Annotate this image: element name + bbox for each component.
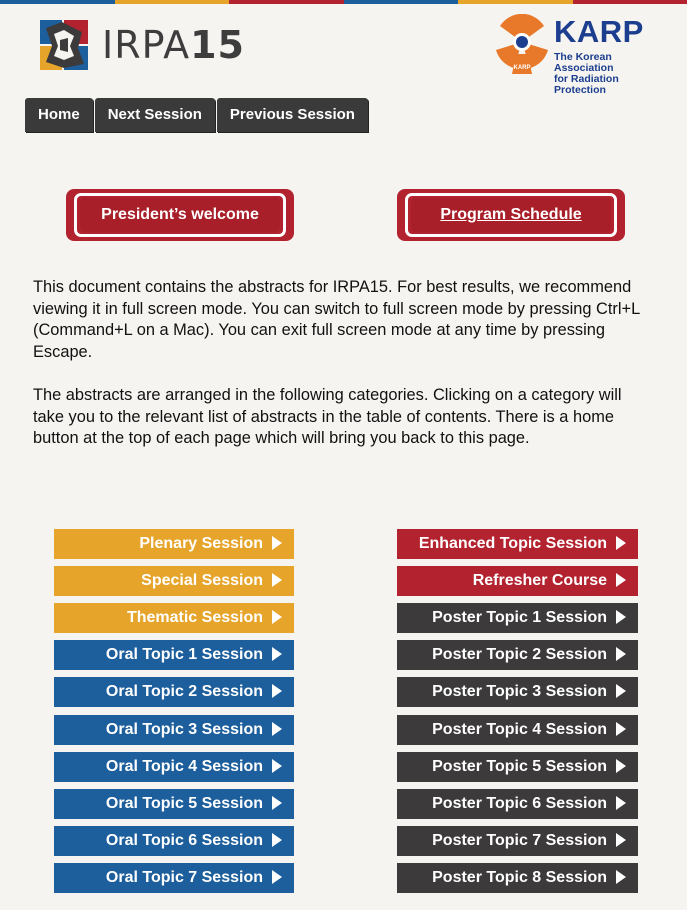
previous-session-tab[interactable]: Previous Session [217,98,368,132]
category-button-poster-topic-4-session[interactable] [397,715,638,745]
category-button-oral-topic-5-session[interactable] [54,789,294,819]
category-label: Plenary Session [139,535,263,552]
category-label: Special Session [141,572,263,589]
category-label: Poster Topic 7 Session [432,832,607,849]
arrow-right-icon [272,833,282,847]
strip-segment [458,0,573,4]
arrow-right-icon [272,722,282,736]
arrow-right-icon [272,647,282,661]
arrow-right-icon [272,610,282,624]
category-label: Poster Topic 1 Session [432,609,607,626]
category-label: Oral Topic 7 Session [105,869,263,886]
category-label: Oral Topic 5 Session [105,795,263,812]
radiation-trefoil-icon [492,14,552,76]
strip-segment [344,0,459,4]
strip-segment [229,0,344,4]
strip-segment [573,0,687,4]
category-button-poster-topic-6-session[interactable] [397,789,638,819]
karp-subtitle-line1: The Korean Association [554,51,614,74]
arrow-right-icon [616,759,626,773]
arrow-right-icon [616,610,626,624]
arrow-right-icon [272,796,282,810]
category-label: Poster Topic 2 Session [432,646,607,663]
program-schedule-frame [397,189,625,241]
arrow-right-icon [272,536,282,550]
category-button-plenary-session[interactable] [54,529,294,559]
category-button-refresher-course[interactable] [397,566,638,596]
arrow-right-icon [272,870,282,884]
category-button-poster-topic-2-session[interactable] [397,640,638,670]
category-label: Oral Topic 2 Session [105,683,263,700]
category-button-poster-topic-3-session[interactable] [397,677,638,707]
category-button-thematic-session[interactable] [54,603,294,633]
category-label: Poster Topic 8 Session [432,869,607,886]
arrow-right-icon [616,684,626,698]
category-label: Refresher Course [472,572,607,589]
category-button-poster-topic-8-session[interactable] [397,863,638,893]
category-label: Oral Topic 4 Session [105,758,263,775]
session-nav [25,98,370,132]
arrow-right-icon [616,536,626,550]
arrow-right-icon [616,796,626,810]
category-button-special-session[interactable] [54,566,294,596]
category-label: Oral Topic 6 Session [105,832,263,849]
category-label: Poster Topic 5 Session [432,758,607,775]
presidents-welcome-button[interactable]: President’s welcome [80,198,280,232]
category-label: Poster Topic 4 Session [432,721,607,738]
category-label: Poster Topic 6 Session [432,795,607,812]
next-session-tab[interactable]: Next Session [95,98,215,132]
presidents-welcome-frame [66,189,294,241]
karp-subtitle [554,52,662,96]
arrow-right-icon [616,833,626,847]
irpa-logo-text: IRPA [102,23,191,67]
intro-paragraph-2: The abstracts are arranged in the following categories. Clicking on a category will take you to the relevant list of abstracts in the table of contents. There is a home button at the top of each page which will bring you back to this page. [33,386,622,448]
category-button-enhanced-topic-session[interactable] [397,529,638,559]
category-button-oral-topic-6-session[interactable] [54,826,294,856]
arrow-right-icon [272,684,282,698]
category-button-poster-topic-7-session[interactable] [397,826,638,856]
arrow-right-icon [616,870,626,884]
program-schedule-button[interactable]: Program Schedule [411,198,611,232]
category-label: Enhanced Topic Session [418,535,607,552]
category-label: Oral Topic 3 Session [105,721,263,738]
top-color-strip [0,0,687,4]
category-button-oral-topic-4-session[interactable] [54,752,294,782]
karp-logo [492,14,662,96]
karp-name: KARP [554,14,644,49]
arrow-right-icon [272,573,282,587]
irpa-logo-icon [38,18,90,72]
category-button-poster-topic-5-session[interactable] [397,752,638,782]
category-button-oral-topic-2-session[interactable] [54,677,294,707]
arrow-right-icon [616,573,626,587]
home-tab[interactable]: Home [25,98,93,132]
category-label: Thematic Session [126,609,263,626]
arrow-right-icon [616,722,626,736]
karp-subtitle-line2: for Radiation Protection [554,73,619,96]
arrow-right-icon [272,759,282,773]
category-label: Poster Topic 3 Session [432,683,607,700]
irpa15-logo [38,18,245,72]
category-button-oral-topic-1-session[interactable] [54,640,294,670]
strip-segment [0,0,115,4]
category-label: Oral Topic 1 Session [105,646,263,663]
karp-badge-text: KARP [513,65,531,71]
intro-paragraph-1: This document contains the abstracts for IRPA15. For best results, we recommend viewing it in full screen mode. You can switch to full screen mode by pressing Ctrl+L (Command+L on a Mac). You can exit full screen mode at any time by pressing Escape. [33,278,640,361]
irpa-logo-number: 15 [190,23,245,67]
category-button-oral-topic-3-session[interactable] [54,715,294,745]
category-button-poster-topic-1-session[interactable] [397,603,638,633]
arrow-right-icon [616,647,626,661]
category-button-oral-topic-7-session[interactable] [54,863,294,893]
irpa-logo-wordmark [102,23,245,67]
strip-segment [115,0,230,4]
